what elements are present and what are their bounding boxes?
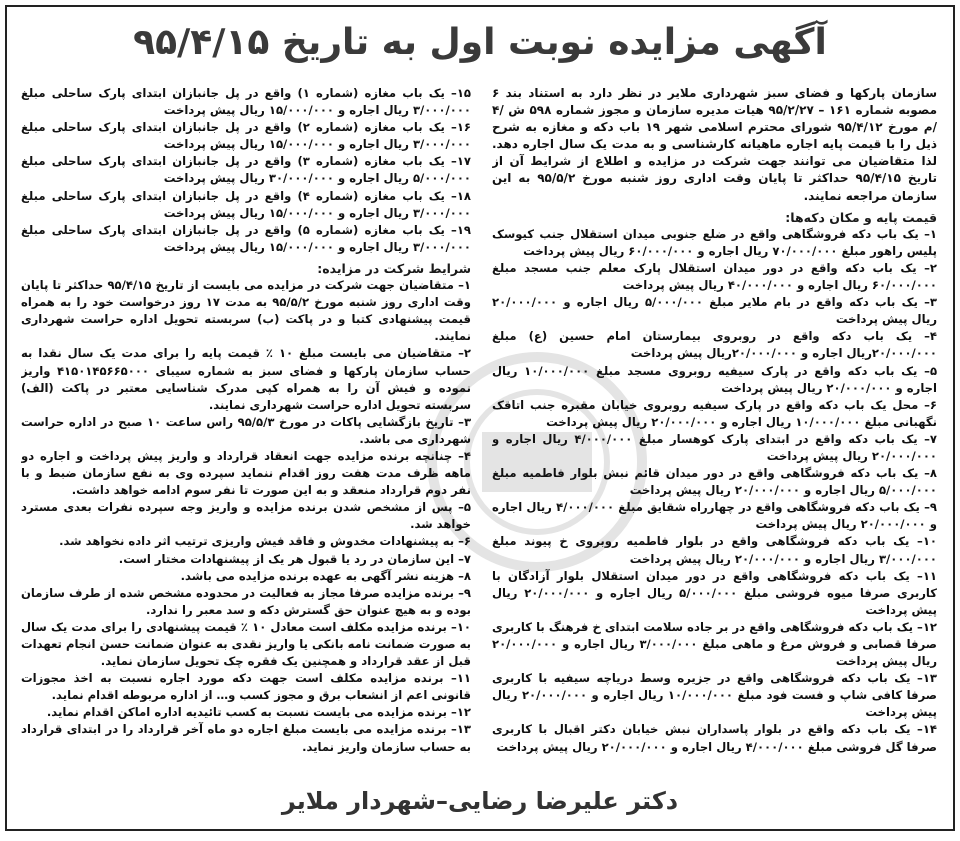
list-item: ۳– یک باب دکه واقع در بام ملایر مبلغ ۵/۰۰۰/۰۰۰ ریال اجاره و ۲۰/۰۰۰/۰۰۰ ریال پیش پرداخت <box>492 295 937 327</box>
list-item: ۲– یک باب دکه واقع در دور میدان استقلال پارک معلم جنب مسجد مبلغ ۶۰/۰۰۰/۰۰۰ ریال اجاره و ۴۰/۰۰۰/۰۰۰ ریال پیش پرداخت <box>492 260 937 293</box>
list-item: ۱۵– یک باب مغازه (شماره ۱) واقع در پل جانبازان ابتدای پارک ساحلی مبلغ ۳/۰۰۰/۰۰۰ ریال اجاره و ۱۵/۰۰۰/۰۰۰ ریال پیش پرداخت <box>21 86 471 118</box>
condition-item: ۲– متقاضیان می بایست مبلغ ۱۰ ٪ قیمت پایه را برای مدت یک سال نقدا به حساب سازمان پارکها و فضای سبز به شماره سیبای ۴۱۵۰۱۴۵۶۶۵۰۰۰ واریز نموده و فیش آن را به همراه کپی مدرک شناسایی معتبر در پاکت (الف) سربسته تحویل اداره حراست شهرداری نمایند. <box>21 346 471 412</box>
list-item: ۵– یک باب دکه واقع در پارک سیفیه روبروی مسجد مبلغ ۱۰/۰۰۰/۰۰۰ ریال اجاره و ۲۰/۰۰۰/۰۰۰ ریال پیش پرداخت <box>492 363 937 395</box>
page-title: آگهی مزایده نوبت اول به تاریخ ۹۵/۴/۱۵ <box>133 22 827 63</box>
condition-item: ۱– متقاضیان جهت شرکت در مزایده می بایست از تاریخ ۹۵/۴/۱۵ حداکثر تا پایان وقت اداری روز شنبه مورخ ۹۵/۵/۲ به مدت ۱۷ روز درخواست خود را به همراه قیمت پیشنهادی کتبا و در پاکت (ب) سربسته تحویل اداره حراست شهرداری نمایند. <box>21 278 471 344</box>
list-item: ۱۰– یک باب دکه فروشگاهی واقع در بلوار فاطمیه روبروی خ پیوند مبلغ ۳/۰۰۰/۰۰۰ ریال اجاره و ۲۰/۰۰۰/۰۰۰ ریال پیش پرداخت <box>492 534 937 566</box>
condition-item: ۷– این سازمان در رد یا قبول هر یک از پیشنهادات مختار است. <box>118 551 471 566</box>
condition-item: ۳– تاریخ بازگشایی پاکات در مورخ ۹۵/۵/۳ راس ساعت ۱۰ صبح در اداره حراست شهرداری می باشد. <box>21 414 471 446</box>
list-item: ۱۲– یک باب دکه فروشگاهی واقع در بر جاده سلامت ابتدای خ فرهنگ با کاربری صرفا قصابی و فروش مرغ و ماهی مبلغ ۳/۰۰۰/۰۰۰ ریال اجاره و ۲۰/۰۰۰/۰۰۰ ریال پیش پرداخت <box>492 619 937 669</box>
advertisement-page <box>5 5 955 831</box>
condition-item: ۶– به پیشنهادات مخدوش و فاقد فیش واریزی ترتیب اثر داده نخواهد شد. <box>59 534 471 549</box>
list-item: ۱۸– یک باب مغازه (شماره ۴) واقع در پل جانبازان ابتدای پارک ساحلی مبلغ ۳/۰۰۰/۰۰۰ ریال اجاره و ۱۵/۰۰۰/۰۰۰ ریال پیش پرداخت <box>21 188 471 220</box>
condition-item: ۹– برنده مزایده صرفا مجاز به فعالیت در محدوده مشخص شده از طرف سازمان بوده و به هیچ عنوان حق گسترش دکه و سد معبر را ندارد. <box>21 585 471 617</box>
condition-item: ۱۱– برنده مزایده مکلف است جهت دکه مورد اجاره نسبت به اخذ مجوزات قانونی اعم از انشعاب برق و مجوز کسب و… از اداره مربوطه اقدام نماید. <box>21 671 471 703</box>
list-item: ۹– یک باب دکه فروشگاهی واقع در چهارراه شقایق مبلغ ۴/۰۰۰/۰۰۰ ریال اجاره و ۲۰/۰۰۰/۰۰۰ ریال پیش پرداخت <box>492 500 937 532</box>
list-item: ۱۹– یک باب مغازه (شماره ۵) واقع در پل جانبازان ابتدای پارک ساحلی مبلغ ۳/۰۰۰/۰۰۰ ریال اجاره و ۱۵/۰۰۰/۰۰۰ ریال پیش پرداخت <box>21 222 471 254</box>
condition-item: ۱۲– برنده مزایده می بایست نسبت به کسب تائیدیه اداره اماکن اقدام نماید. <box>46 705 471 720</box>
list-item: ۱– یک باب دکه فروشگاهی واقع در ضلع جنوبی میدان استقلال جنب کیوسک پلیس راهور مبلغ ۷۰/۰۰۰/۰۰۰ ریال اجاره و ۶۰/۰۰۰/۰۰۰ ریال پیش پرداخت <box>492 226 937 258</box>
list-item: ۴– یک باب دکه واقع در روبروی بیمارستان امام حسین (ع) مبلغ ۲۰/۰۰۰/۰۰۰ریال اجاره و ۲۰/۰۰۰/۰۰۰ریال پیش پرداخت <box>492 329 937 361</box>
intro-paragraph: سازمان پارکها و فضای سبز شهرداری ملایر در نظر دارد به استناد بند ۶ مصوبه شماره ۱۶۱ – ۹۵/۲/۲۷ هیات مدیره سازمان و مجوز شماره ۵۹۸ ش /۴ /م مورخ ۹۵/۴/۱۲ شورای محترم اسلامی شهر ۱۹ باب دکه و مغازه به شرح ذیل را با قیمت پایه اجاره ماهیانه کارشناسی و به مدت یک سال اجاره دهد. لذا متقاضیان می توانند جهت شرکت در مزایده و اطلاع از شرایط آن از تاریخ ۹۵/۴/۱۵ حداکثر تا پایان وقت اداری روز شنبه مورخ ۹۵/۵/۲ به این سازمان مراجعه نمایند. <box>492 86 937 203</box>
signature: دکتر علیرضا رضایی–شهردار ملایر <box>281 787 679 815</box>
left-column <box>21 85 471 785</box>
conditions-heading: شرایط شرکت در مزایده: <box>317 260 471 276</box>
condition-item: ۸– هزینه نشر آگهی به عهده برنده مزایده می باشد. <box>180 568 471 583</box>
condition-item: ۵– پس از مشخص شدن برنده مزایده و واریز وجه سپرده نفرات بعدی مسترد خواهد شد. <box>21 500 471 532</box>
condition-item: ۱۳– برنده مزایده می بایست مبلغ اجاره دو ماه آخر قرارداد را در ابتدای قرارداد به حساب سازمان واریز نماید. <box>21 722 471 754</box>
list-item: ۶– محل یک باب دکه واقع در پارک سیفیه روبروی خیابان مقبره جنب اتاقک نگهبانی مبلغ ۱۰/۰۰۰/۰۰۰ ریال اجاره و ۲۰/۰۰۰/۰۰۰ ریال پیش پرداخت <box>492 397 937 429</box>
items-heading: قیمت پایه و مکان دکه‌ها: <box>785 209 937 225</box>
list-item: ۱۴– یک باب دکه واقع در بلوار پاسداران نبش خیابان دکتر اقبال با کاربری صرفا گل فروشی مبلغ ۴/۰۰۰/۰۰۰ ریال اجاره و ۲۰/۰۰۰/۰۰۰ ریال پیش پرداخت <box>492 722 937 754</box>
list-item: ۱۷– یک باب مغازه (شماره ۳) واقع در پل جانبازان ابتدای پارک ساحلی مبلغ ۵/۰۰۰/۰۰۰ ریال اجاره و ۳۰/۰۰۰/۰۰۰ ریال پیش پرداخت <box>21 154 471 186</box>
list-item: ۷– یک باب دکه واقع در ابتدای پارک کوهسار مبلغ ۴/۰۰۰/۰۰۰ ریال اجاره و ۲۰/۰۰۰/۰۰۰ ریال پیش پرداخت <box>492 431 937 463</box>
list-item: ۱۱– یک باب دکه فروشگاهی واقع در دور میدان استقلال بلوار آزادگان با کاربری صرفا میوه فروشی مبلغ ۵/۰۰۰/۰۰۰ ریال اجاره و ۲۰/۰۰۰/۰۰۰ ریال پیش پرداخت <box>492 568 937 617</box>
condition-item: ۱۰– برنده مزایده مکلف است معادل ۱۰ ٪ قیمت پیشنهادی را برای مدت یک سال به صورت ضمانت نامه بانکی یا واریز نقدی به عنوان ضمانت حسن انجام تعهدات قبل از عقد قرارداد و همچنین یک فقره چک تحویل سازمان نماید. <box>21 619 471 669</box>
condition-item: ۴– چنانچه برنده مزایده جهت انعقاد قرارداد و واریز پیش پرداخت و اجاره دو ماهه ظرف مدت هفت روز اقدام ننماید سپرده وی به نفع سازمان ضبط و با نفر دوم قرارداد منعقد و به این صورت تا نفر سوم ادامه خواهد داشت. <box>21 448 471 498</box>
list-item: ۸– یک باب دکه فروشگاهی واقع در دور میدان قائم نبش بلوار فاطمیه مبلغ ۵/۰۰۰/۰۰۰ ریال اجاره و ۲۰/۰۰۰/۰۰۰ ریال پیش پرداخت <box>492 466 937 498</box>
right-column <box>492 85 937 769</box>
list-item: ۱۶– یک باب مغازه (شماره ۲) واقع در پل جانبازان ابتدای پارک ساحلی مبلغ ۳/۰۰۰/۰۰۰ ریال اجاره و ۱۵/۰۰۰/۰۰۰ ریال پیش پرداخت <box>21 120 471 152</box>
list-item: ۱۳– یک باب دکه فروشگاهی واقع در جزیره وسط دریاچه سیفیه با کاربری صرفا کافی شاپ و فست فود مبلغ ۱۰/۰۰۰/۰۰۰ ریال اجاره و ۲۰/۰۰۰/۰۰۰ ریال پیش پرداخت <box>492 671 937 720</box>
